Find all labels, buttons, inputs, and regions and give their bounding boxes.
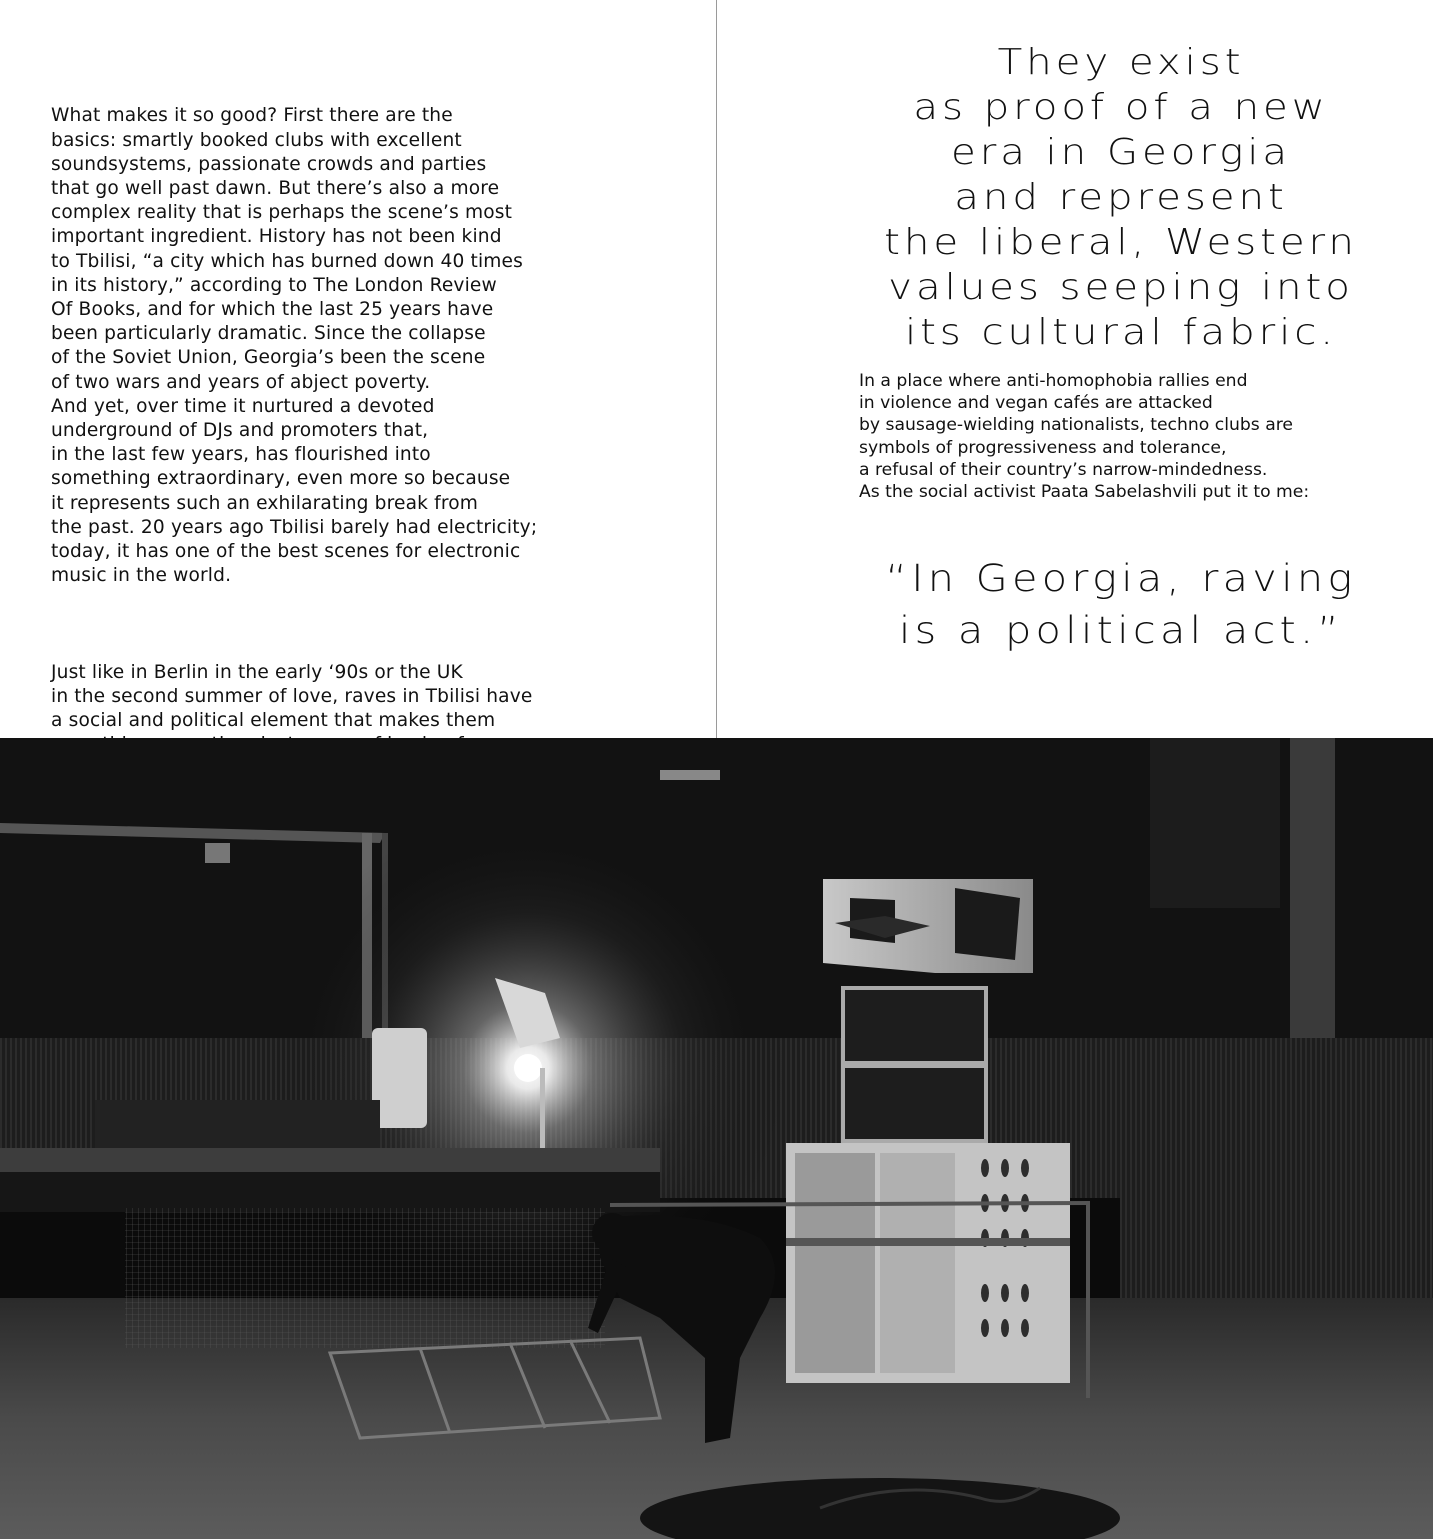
left-page-text — [51, 56, 691, 830]
club-photo — [0, 738, 1433, 1539]
pull-quote-main: They exist as proof of a new era in Georgia and represent the liberal, Western values seeping into its cultural fabric. — [884, 42, 1358, 353]
railing — [610, 1203, 1090, 1205]
paragraph-2: Just like in Berlin in the early ‘90s or the UK in the second summer of love, raves in Tbilisi have a social and political element that makes them — [51, 661, 533, 732]
mesh-barrier — [125, 1208, 605, 1348]
paragraph-1: What makes it so good? First there are the basics: smartly booked clubs with excellent soundsystems, passionate crowds and parties that go well past dawn. But there’s also a more complex reality that is perhaps the scene’s most important ingredient. History has not been kind to Tbilisi, “a city which has burned down 40 times in its history,” according to The London Review Of Books, and for which the last 25 years have been particularly dramatic. Since the collapse of the Soviet Union, Georgia’s been the scene of two wars and years of abject poverty. And yet, over time it nurtured a devoted underground of DJs and promoters that, in the last few years, has flourished into something extraordinary, even more so because it represents such an exhilarating break from the past. 20 years ago Tbilisi barely had electricity; today, it has one of the best scenes for electronic music in the world. — [51, 105, 538, 587]
dj-booth-table — [0, 1148, 660, 1172]
right-page-paragraph: In a place where anti-homophobia rallies end in violence and vegan cafés are attacked by sausage-wielding nationalists, techno clubs are symbols of progressiveness and tolerance, a refusal of their country’s narrow-mindedness. As the social activist Paata Sabelashvili put it to me: — [859, 371, 1310, 503]
pull-quote-closing: “In Georgia, raving is a political act.” — [885, 557, 1357, 652]
page-gutter — [716, 0, 717, 738]
